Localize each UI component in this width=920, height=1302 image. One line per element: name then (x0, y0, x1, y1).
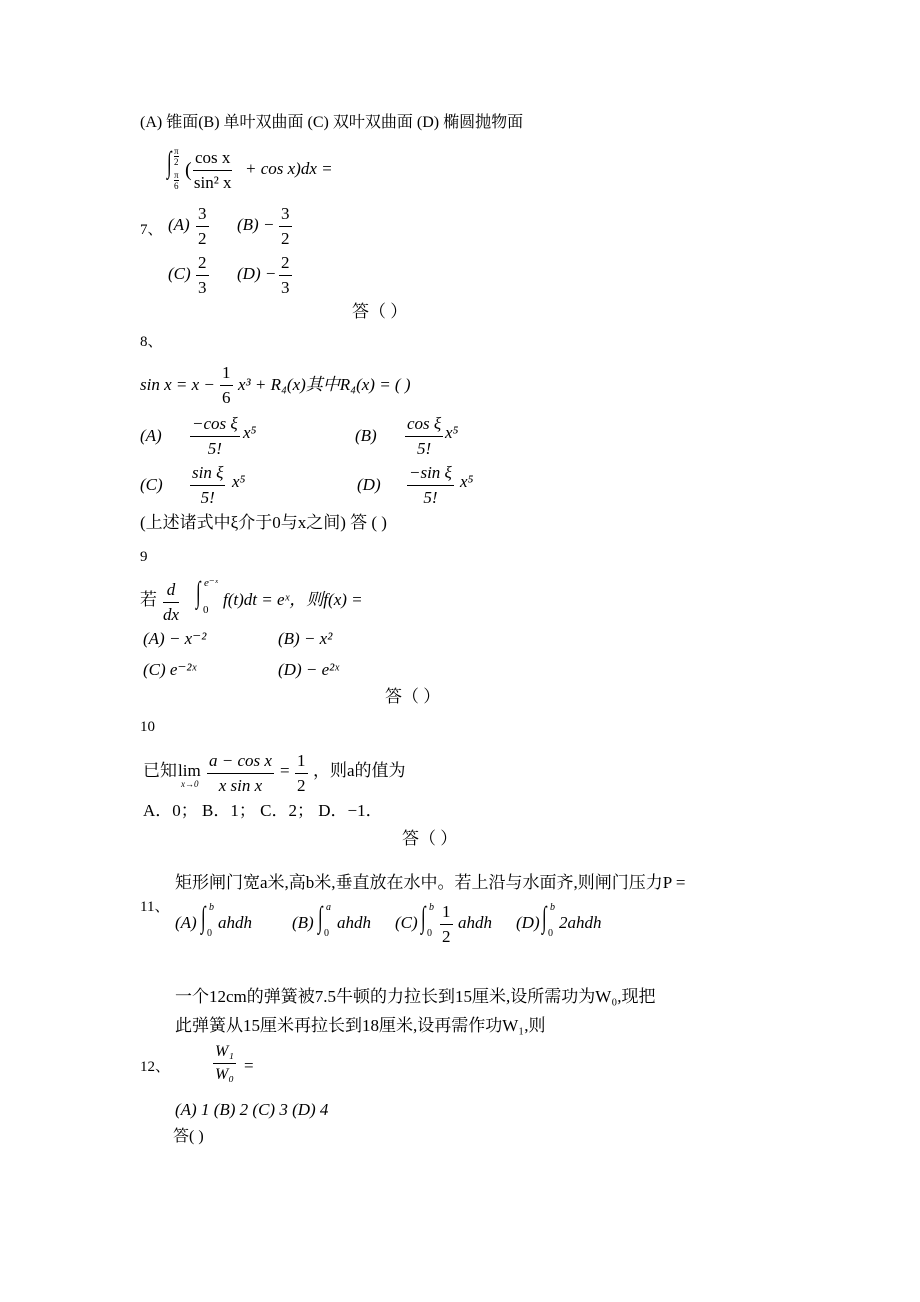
q10-half: 1 2 (297, 751, 306, 795)
q12-number: 12、 (140, 1059, 171, 1075)
q7-answer: 答（ ） (352, 302, 408, 321)
paren-open: ( (185, 159, 192, 181)
q10-lim-sub: x→0 (181, 779, 199, 789)
q8-option-b-frac: cos ξ 5! (407, 414, 442, 458)
q11-stem: 矩形闸门宽a米,高b米,垂直放在水中。若上沿与水面齐,则闸门压力P = (175, 873, 686, 892)
q8-option-a-label: (A) (140, 426, 162, 445)
q7-option-a-frac: 3 2 (198, 204, 207, 248)
q8-option-b-label: (B) (355, 426, 377, 445)
q10-known: 已知 (143, 761, 177, 780)
q9-option-b: (B) − x² (278, 629, 333, 648)
q8-option-c-x5: x⁵ (232, 472, 246, 491)
q11-option-c-label: (C) (395, 913, 418, 932)
q9-ruo: 若 (140, 590, 157, 609)
integral-sign: ∫ (201, 901, 206, 934)
q7-option-d-frac: 2 3 (281, 253, 290, 297)
q8-note: (上述诸式中ξ介于0与x之间) 答 ( ) (140, 513, 387, 532)
q7-option-a-label: (A) (168, 215, 190, 234)
q11-option-b-upper: a (326, 902, 331, 913)
q10-options: A．0； B．1； C．2； D．−1． (143, 801, 383, 820)
q11-option-d-lower: 0 (548, 928, 553, 939)
q11-option-a-body: ahdh (218, 913, 252, 932)
q6-fraction: cos x sin² x (193, 148, 232, 192)
q12-eq: = (244, 1056, 254, 1075)
q8-option-d-x5: x⁵ (460, 472, 474, 491)
q11-option-d-label: (D) (516, 913, 540, 932)
q9-number: 9 (140, 549, 148, 565)
q12-answer: 答( ) (173, 1128, 204, 1145)
q8-option-b-x5: x⁵ (445, 423, 459, 442)
q9-derivative: d dx (163, 580, 180, 624)
q12-fraction: W₁ W₀ (215, 1043, 234, 1083)
q7-option-d-label: (D) − (237, 264, 277, 283)
q9-rest: f(t)dt = eˣ，则f(x) = (223, 590, 363, 609)
q10-rest: ，则a的值为 (313, 761, 406, 780)
q12-line1: 一个12cm的弹簧被7.5牛顿的力拉长到15厘米,设所需功为W₀,现把 (175, 987, 656, 1006)
q9-option-a: (A) − x⁻² (143, 629, 207, 648)
integral-sign: ∫ (196, 576, 201, 609)
q6-upper-limit: π 2 (174, 146, 179, 167)
q9-upper-limit: e⁻ˣ (204, 577, 218, 589)
q8-option-a-x5: x⁵ (243, 423, 257, 442)
q10-answer: 答（ ） (402, 829, 458, 848)
q7-option-b-frac: 3 2 (281, 204, 290, 248)
q12-line2: 此弹簧从15厘米再拉长到18厘米,设再需作功W₁,则 (175, 1016, 546, 1035)
q11-option-c-lower: 0 (427, 928, 432, 939)
q6-integral-tail: + cos x)dx = (245, 159, 333, 178)
q9-option-d: (D) − e²ˣ (278, 660, 340, 679)
q6-lower-limit: π 6 (174, 170, 179, 191)
q8-number: 8、 (140, 334, 163, 350)
q11-number: 11、 (140, 899, 170, 915)
q11-option-c-frac: 1 2 (442, 902, 451, 946)
q11-option-d-upper: b (550, 902, 555, 913)
q11-option-d-body: 2ahdh (559, 913, 602, 932)
q8-option-c-frac: sin ξ 5! (192, 463, 224, 507)
integral-sign: ∫ (167, 146, 172, 179)
integral-sign: ∫ (421, 901, 426, 934)
q11-option-a-lower: 0 (207, 928, 212, 939)
q11-option-c-body: ahdh (458, 913, 492, 932)
q6-options: (A) 锥面(B) 单叶双曲面 (C) 双叶双曲面 (D) 椭圆抛物面 (140, 114, 524, 131)
q8-coef-frac: 1 6 (222, 363, 231, 407)
q11-option-b-lower: 0 (324, 928, 329, 939)
q8-stem-b: x³ + R₄(x)其中R₄(x) = ( ) (238, 375, 411, 394)
q7-option-c-frac: 2 3 (198, 253, 207, 297)
q7-option-c-label: (C) (168, 264, 191, 283)
integral-sign: ∫ (542, 901, 547, 934)
q11-option-b-body: ahdh (337, 913, 371, 932)
q8-option-c-label: (C) (140, 475, 163, 494)
q9-lower-limit: 0 (203, 604, 209, 616)
q9-answer: 答（ ） (385, 687, 441, 706)
q10-number: 10 (140, 719, 155, 735)
q10-eq: = (280, 761, 290, 780)
q9-option-c: (C) e⁻²ˣ (143, 660, 197, 679)
q12-options: (A) 1 (B) 2 (C) 3 (D) 4 (175, 1100, 329, 1119)
q8-stem-a: sin x = x − (140, 375, 215, 394)
q8-option-d-frac: −sin ξ 5! (409, 463, 452, 507)
q8-option-d-label: (D) (357, 475, 381, 494)
q11-option-b-label: (B) (292, 913, 314, 932)
q10-lim: lim (178, 761, 201, 780)
q11-option-a-upper: b (209, 902, 214, 913)
integral-sign: ∫ (318, 901, 323, 934)
q7-number: 7、 (140, 222, 163, 238)
q7-option-b-label: (B) − (237, 215, 275, 234)
q11-option-c-upper: b (429, 902, 434, 913)
q10-fraction: a − cos x x sin x (209, 751, 272, 795)
q8-option-a-frac: −cos ξ 5! (192, 414, 238, 458)
q11-option-a-label: (A) (175, 913, 197, 932)
